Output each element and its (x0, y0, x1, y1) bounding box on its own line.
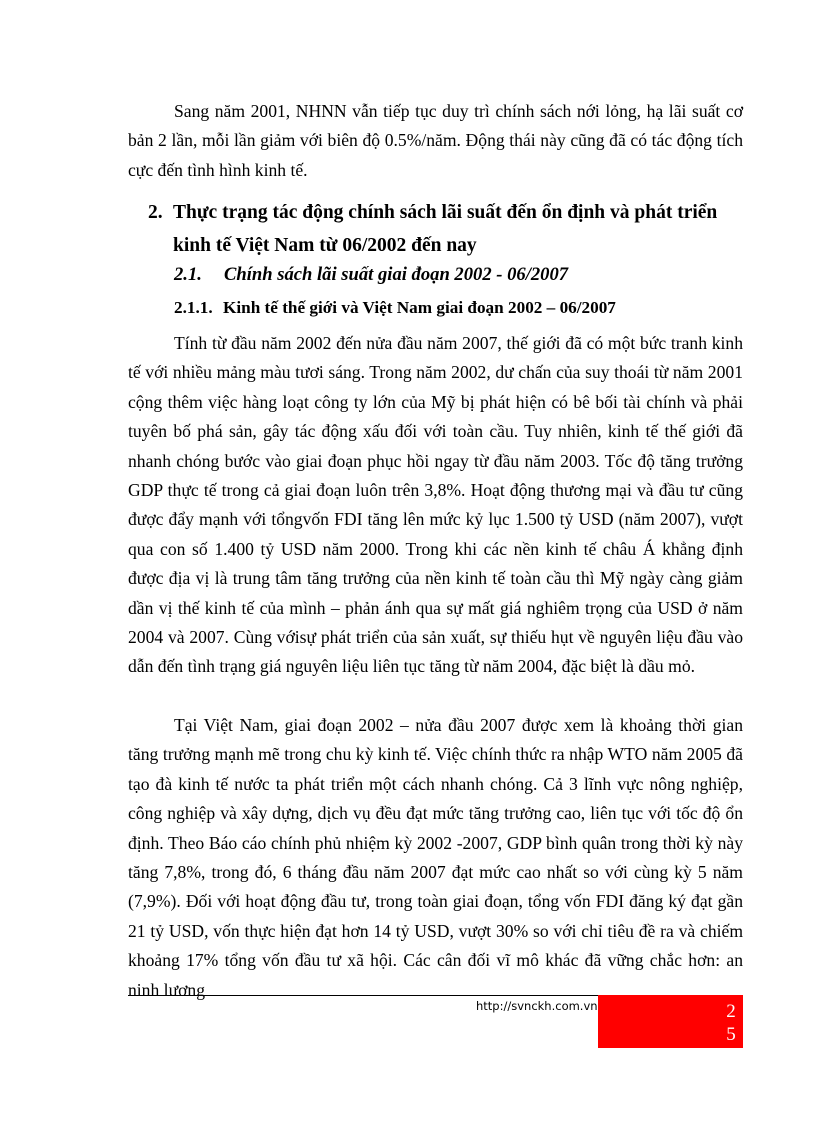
subsection-heading-2-1-number: 2.1. (174, 264, 202, 285)
paragraph-world-economy: Tính từ đầu năm 2002 đến nửa đầu năm 2007, thế giới đã có một bức tranh kinh tế với nhiều mảng màu tươi sáng. Trong năm 2002, dư chấn của suy thoái từ năm 2001 cộng thêm việc hàng loạt công ty lớn của Mỹ bị phát hiện có bê bối tài chính và phải tuyên bố phá sản, gây tác động xấu đối với toàn cầu. Tuy nhiên, kinh tế thế giới đã nhanh chóng bước vào giai đoạn phục hồi ngay từ đầu năm 2003. Tốc độ tăng trưởng GDP thực tế trong cả giai đoạn luôn trên 3,8%. Hoạt động thương mại và đầu tư cũng được đẩy mạnh với tổngvốn FDI tăng lên mức kỷ lục 1.500 tỷ USD (năm 2007), vượt qua con số 1.400 tỷ USD năm 2000. Trong khi các nền kinh tế châu Á khẳng định được địa vị là trung tâm tăng trưởng của nền kinh tế toàn cầu thì Mỹ ngày càng giảm dần vị thế kinh tế của mình – phản ánh qua sự mất giá nghiêm trọng của USD ở năm 2004 và 2007. Cùng vớisự phát triển của sản xuất, sự thiếu hụt về nguyên liệu đầu vào dẫn đến tình trạng giá nguyên liệu liên tục tăng từ năm 2004, đặc biệt là dầu mỏ. (128, 333, 743, 677)
subsection-heading-2-1-1 (174, 298, 616, 318)
subsection-heading-2-1-1-number: 2.1.1. (174, 298, 213, 317)
subsection-heading-2-1-1-text: Kinh tế thế giới và Việt Nam giai đoạn 2002 – 06/2007 (223, 298, 616, 317)
subsection-heading-2-1-text: Chính sách lãi suất giai đoạn 2002 - 06/2007 (224, 264, 569, 285)
section-heading-2-text: Thực trạng tác động chính sách lãi suất đến ổn định và phát triển kinh tế Việt Nam từ 06/2002 đến nay (173, 202, 718, 256)
section-heading-2-number: 2. (148, 202, 163, 223)
paragraph-vietnam-economy: Tại Việt Nam, giai đoạn 2002 – nửa đầu 2007 được xem là khoảng thời gian tăng trưởng mạnh mẽ trong chu kỳ kinh tế. Việc chính thức ra nhập WTO năm 2005 đã tạo đà kinh tế nước ta phát triển một cách nhanh chóng. Cả 3 lĩnh vực nông nghiệp, công nghiệp và xây dựng, dịch vụ đều đạt mức tăng trưởng cao, liên tục với tốc độ ổn định. Theo Báo cáo chính phủ nhiệm kỳ 2002 -2007, GDP bình quân trong thời kỳ này tăng 7,8%, trong đó, 6 tháng đầu năm 2007 đạt mức cao nhất so với cùng kỳ 5 năm (7,9%). Đối với hoạt động đầu tư, trong toàn giai đoạn, tổng vốn FDI đăng ký đạt gần 21 tỷ USD, vốn thực hiện đạt hơn 14 tỷ USD, vượt 30% so với chỉ tiêu đề ra và chiếm khoảng 17% tổng vốn đầu tư xã hội. Các cân đối vĩ mô khác đã vững chắc hơn: an ninh lương (128, 715, 743, 1000)
page-number-digit-2: 5 (726, 1024, 736, 1045)
footer-url-link[interactable]: http://svnckh.com.vn (476, 999, 598, 1013)
page-number-digit-1: 2 (726, 1001, 736, 1022)
paragraph-interest-rate-2001: Sang năm 2001, NHNN vẫn tiếp tục duy trì chính sách nới lỏng, hạ lãi suất cơ bản 2 lần, mỗi lần giảm với biên độ 0.5%/năm. Động thái này cũng đã có tác động tích cực đến tình hình kinh tế. (128, 101, 743, 180)
footer-divider (128, 995, 600, 996)
section-heading-2 (148, 196, 748, 262)
page-number-box (598, 995, 743, 1048)
subsection-heading-2-1 (174, 264, 568, 286)
page-number (724, 1000, 738, 1046)
